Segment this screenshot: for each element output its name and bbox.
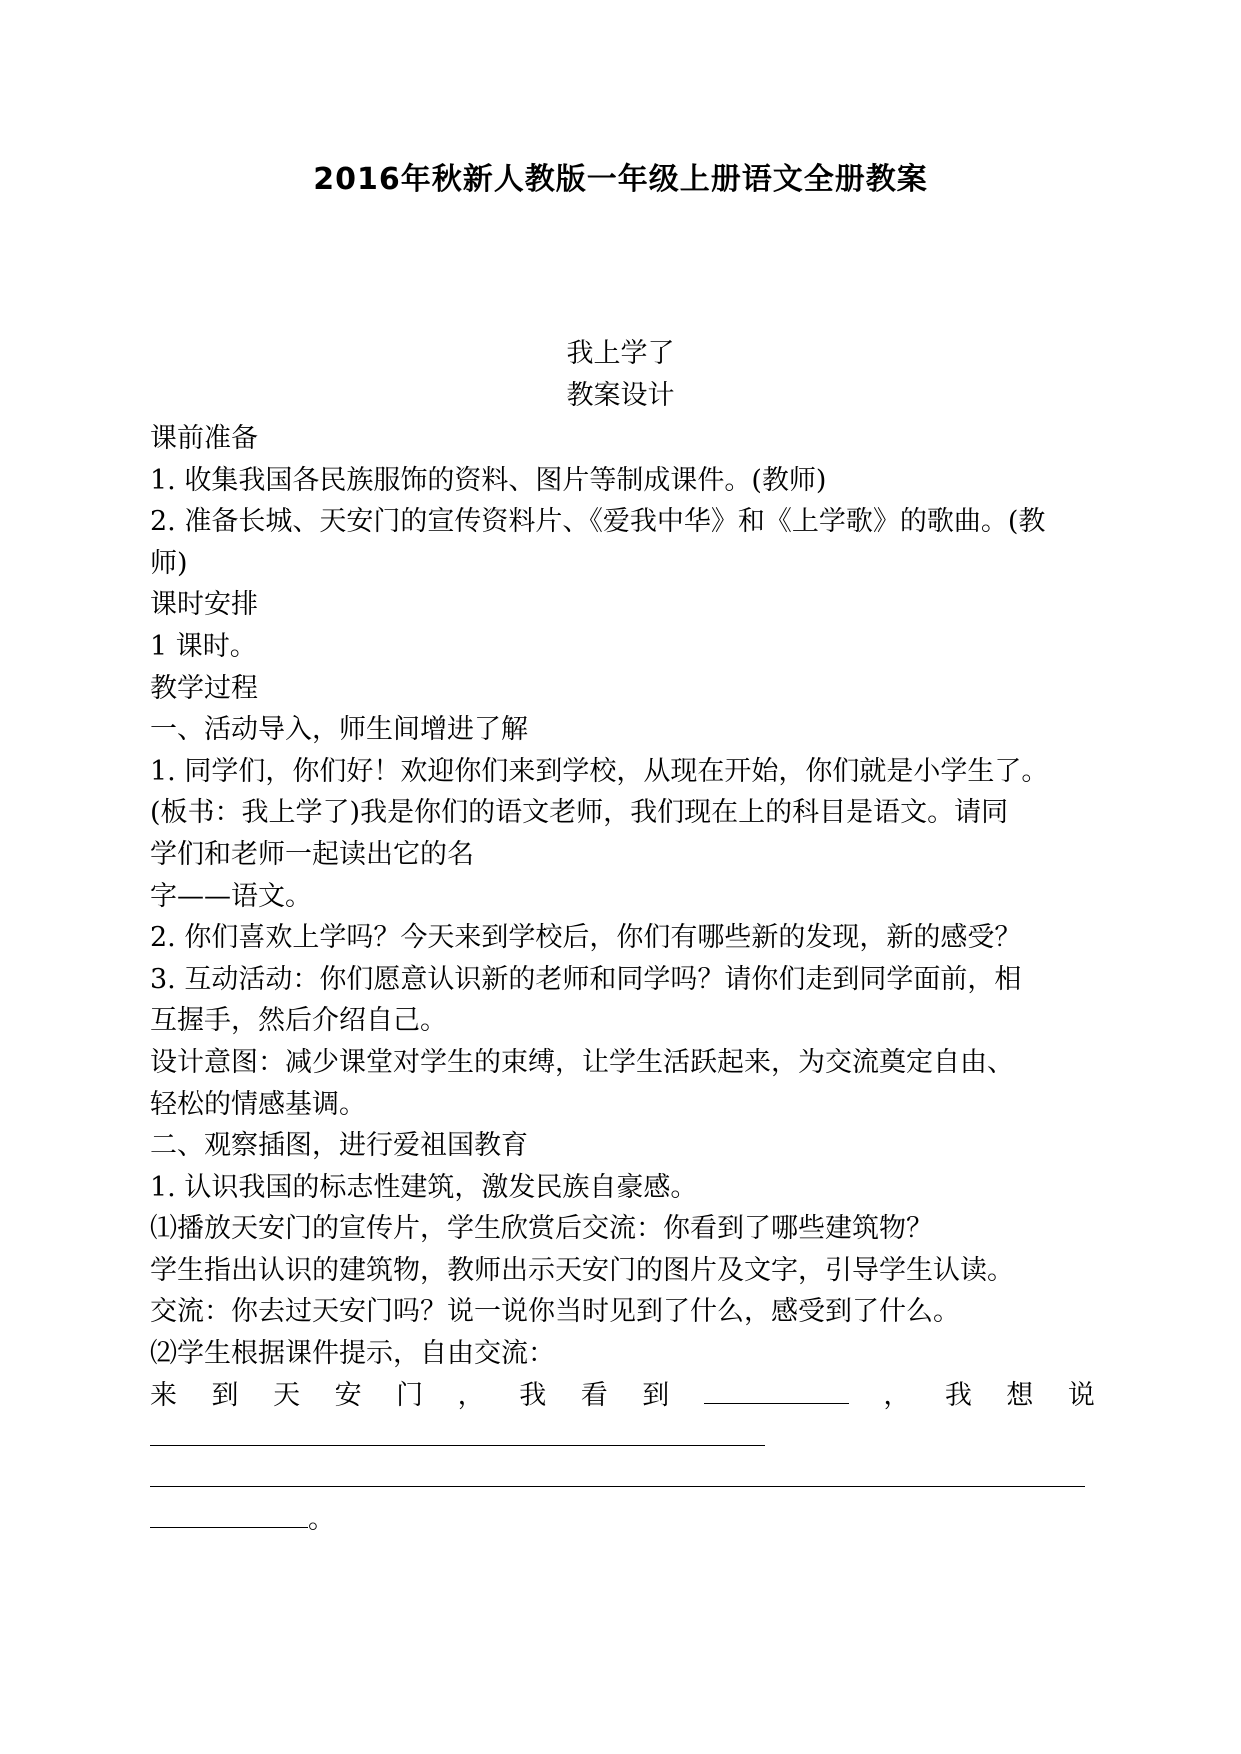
body-line: ⑴播放天安门的宣传片，学生欣赏后交流：你看到了哪些建筑物？ <box>150 1213 933 1245</box>
body-line: 2. 你们喜欢上学吗？今天来到学校后，你们有哪些新的发现，新的感受？ <box>150 922 1022 954</box>
answer-blank <box>704 1402 849 1404</box>
fill-char: 来 <box>150 1379 177 1411</box>
body-line: 设计意图：减少课堂对学生的束缚，让学生活跃起来，为交流奠定自由、 <box>150 1046 1014 1078</box>
fill-char: ， <box>457 1379 485 1411</box>
body-line: 教学过程 <box>150 672 258 704</box>
fill-char: 门 <box>396 1379 424 1411</box>
body-line: 师) <box>150 547 188 579</box>
body-line: 字——语文。 <box>150 880 312 912</box>
body-line: 学生指出认识的建筑物，教师出示天安门的图片及文字，引导学生认读。 <box>150 1254 1014 1286</box>
body-line: 互握手，然后介绍自己。 <box>150 1005 447 1037</box>
answer-rule <box>150 1445 765 1446</box>
end-mark: 。 <box>308 1504 335 1536</box>
body-line: (板书：我上学了)我是你们的语文老师，我们现在上的科目是语文。请同 <box>150 797 1009 829</box>
fill-char: 到 <box>642 1379 670 1411</box>
body-line: 1. 收集我国各民族服饰的资料、图片等制成课件。(教师) <box>150 464 827 496</box>
fill-char: 我 <box>944 1379 972 1411</box>
body-line: ⑵学生根据课件提示，自由交流： <box>150 1338 555 1370</box>
body-line: 二、观察插图，进行爱祖国教育 <box>150 1130 528 1162</box>
body-line: 3. 互动活动：你们愿意认识新的老师和同学吗？请你们走到同学面前，相 <box>150 963 1022 995</box>
fill-char: 到 <box>211 1379 239 1411</box>
fill-char: 天 <box>273 1379 301 1411</box>
answer-line <box>150 1416 1095 1458</box>
body-line: 1. 同学们，你们好！欢迎你们来到学校，从现在开始，你们就是小学生了。 <box>150 755 1049 787</box>
fill-char: 看 <box>580 1379 608 1411</box>
fill-char: 说 <box>1067 1379 1095 1411</box>
fill-char: 我 <box>519 1379 547 1411</box>
lesson-body <box>150 418 1095 1541</box>
body-line: 2. 准备长城、天安门的宣传资料片、《爱我中华》和《上学歌》的歌曲。(教 <box>150 506 1046 538</box>
answer-line-end <box>150 1499 1095 1541</box>
lesson-title: 我上学了 <box>566 338 675 369</box>
answer-line <box>150 1458 1095 1500</box>
answer-rule <box>150 1526 308 1528</box>
fill-char: 安 <box>334 1379 362 1411</box>
body-line: 1 课时。 <box>150 630 257 662</box>
body-line: 一、活动导入，师生间增进了解 <box>150 714 528 746</box>
answer-rule <box>150 1486 1085 1487</box>
body-line: 课时安排 <box>150 589 258 621</box>
lesson-subtitle: 教案设计 <box>566 380 675 411</box>
document-title: 2016年秋新人教版一年级上册语文全册教案 <box>313 162 928 197</box>
body-line: 课前准备 <box>150 423 258 454</box>
fill-in-sentence <box>150 1375 1095 1417</box>
body-line: 交流：你去过天安门吗？说一说你当时见到了什么，感受到了什么。 <box>150 1296 960 1328</box>
fill-char: ， <box>883 1379 911 1411</box>
body-line: 学们和老师一起读出它的名 <box>150 838 474 870</box>
body-line: 轻松的情感基调。 <box>150 1088 366 1120</box>
fill-char: 想 <box>1006 1379 1034 1411</box>
body-line: 1. 认识我国的标志性建筑，激发民族自豪感。 <box>150 1171 698 1203</box>
